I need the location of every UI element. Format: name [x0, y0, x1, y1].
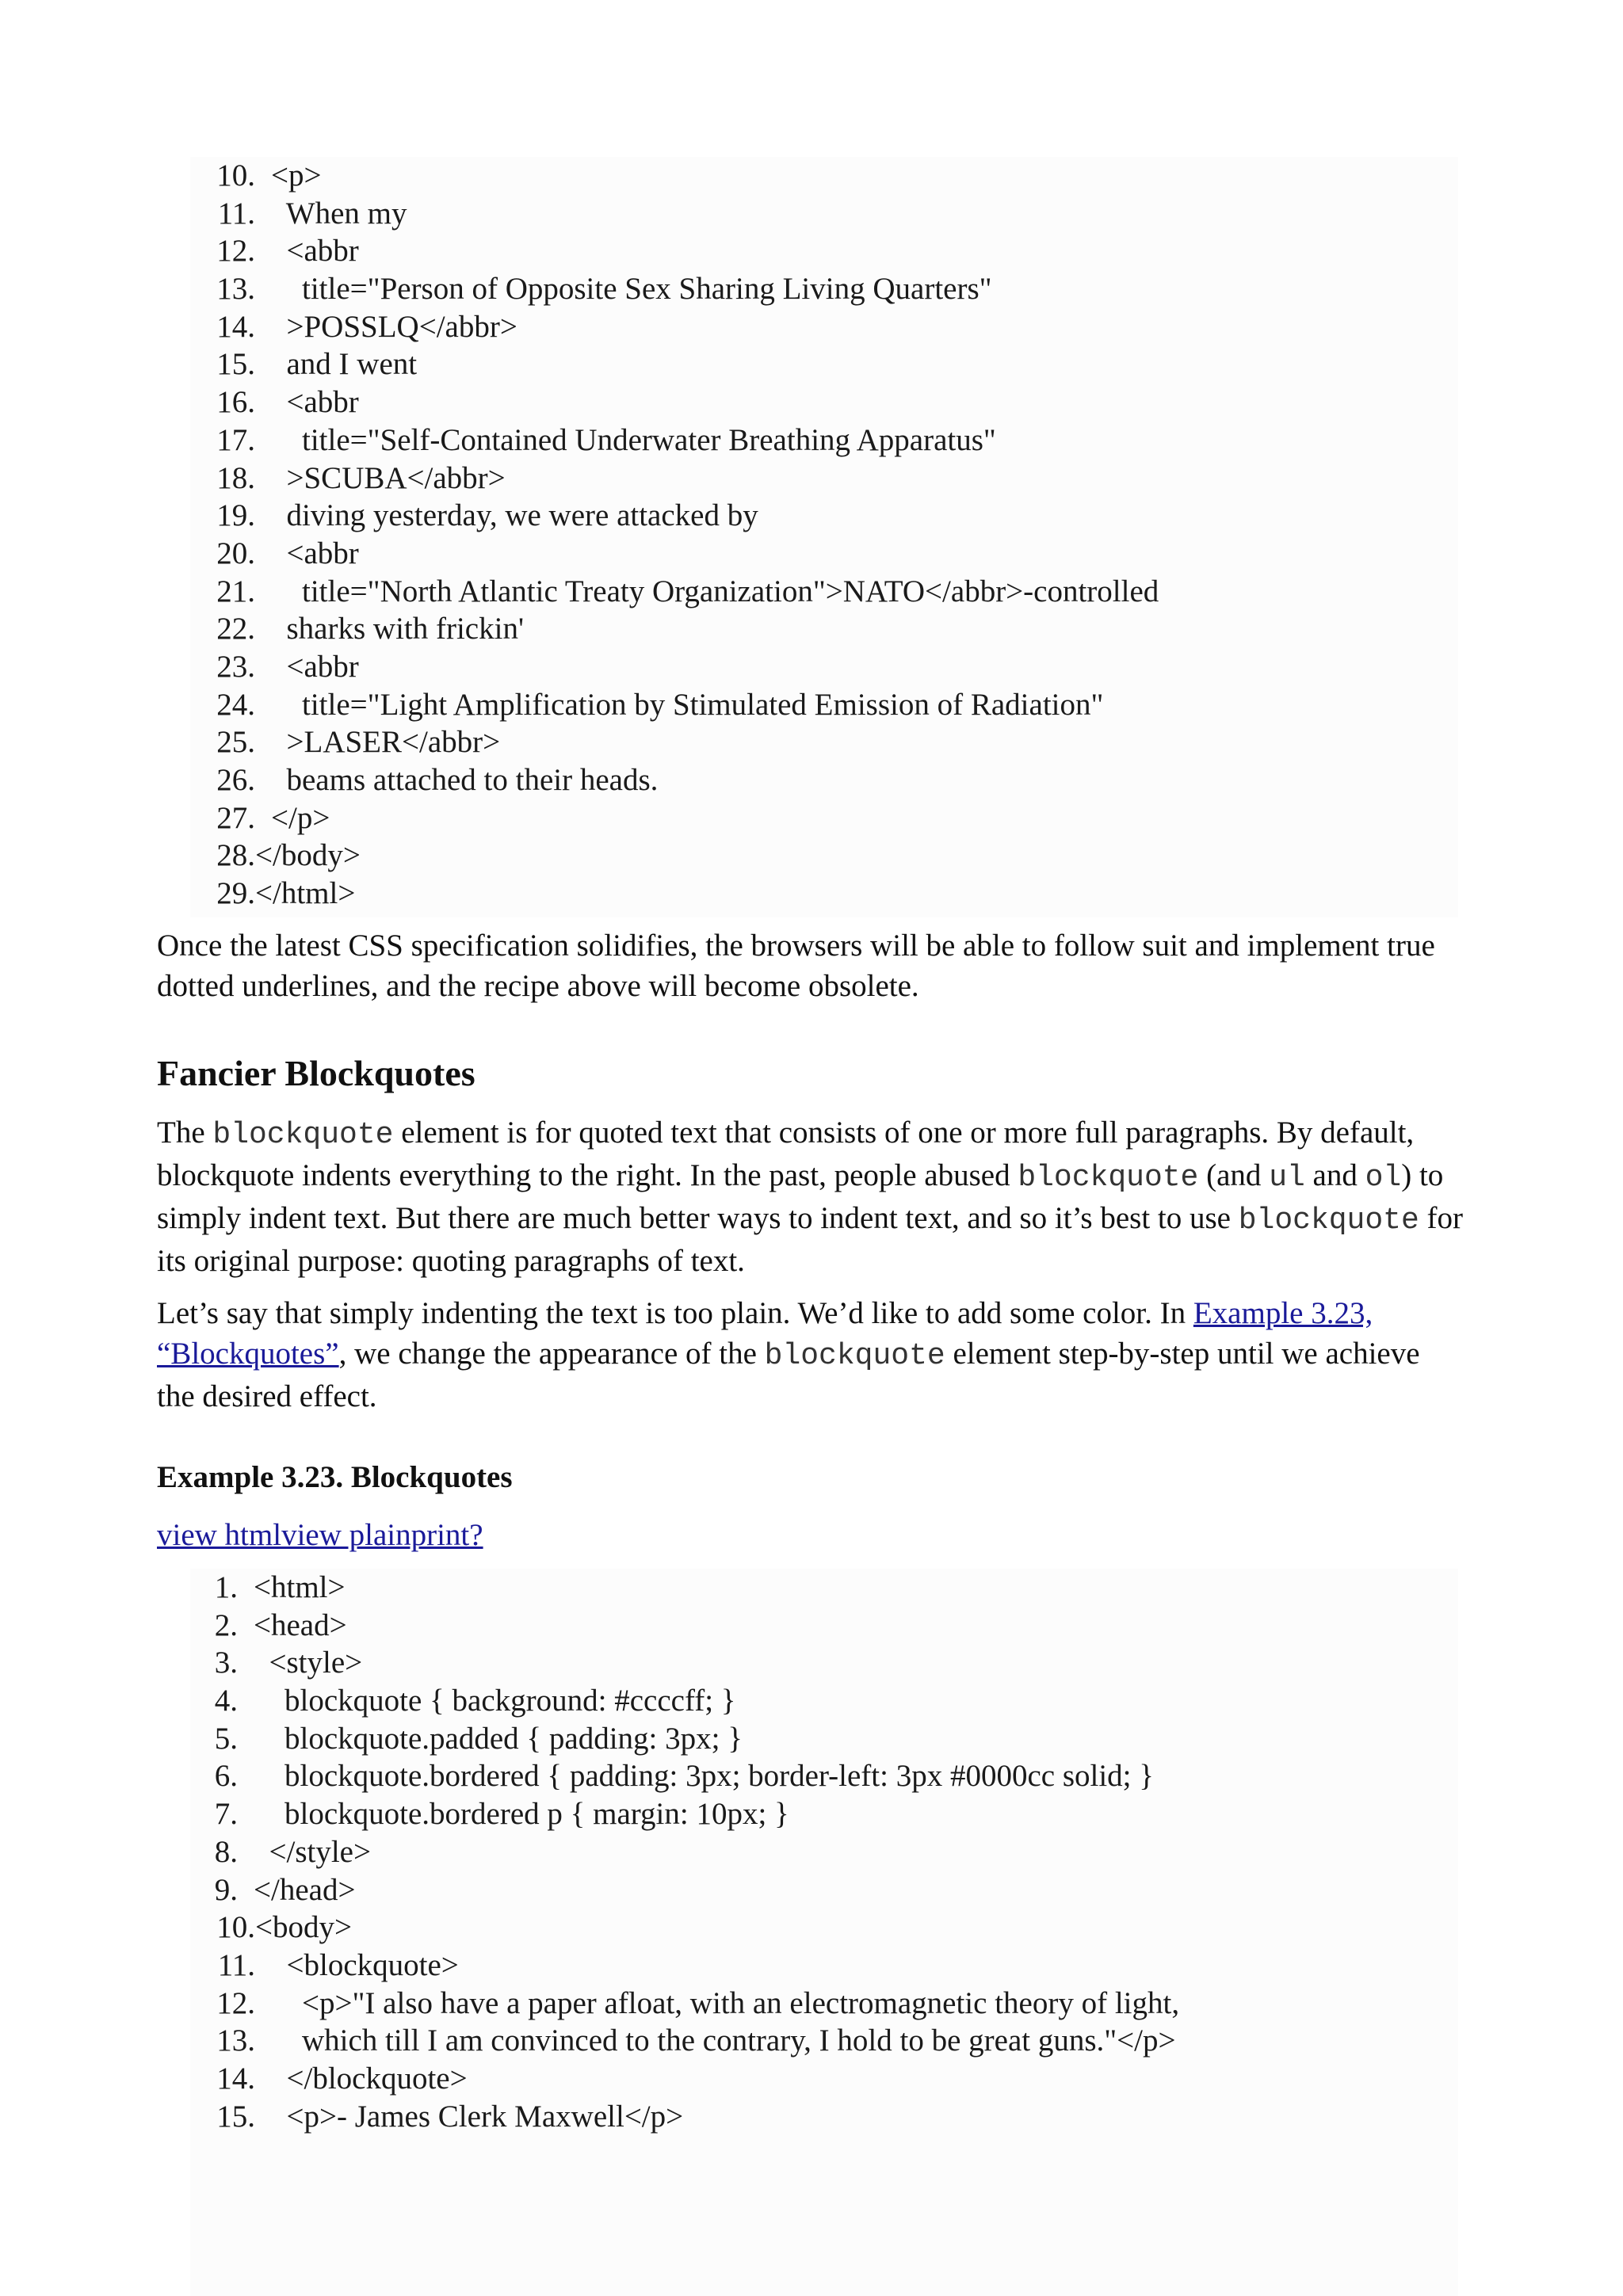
line-number: 10. — [216, 158, 255, 193]
line-gap — [255, 383, 271, 421]
line-gap — [255, 761, 271, 799]
line-text: and I went — [271, 347, 418, 382]
code-line — [190, 383, 1458, 421]
line-number: 7. — [214, 1797, 238, 1832]
line-text: <p>- James Clerk Maxwell</p> — [271, 2099, 684, 2134]
section-heading: Fancier Blockquotes — [157, 1053, 475, 1093]
line-number: 14. — [216, 309, 255, 344]
line-text: </html> — [255, 876, 356, 911]
line-number: 11. — [217, 196, 255, 231]
code-line — [190, 1833, 1458, 1871]
line-gap — [238, 1871, 254, 1909]
line-number: 8. — [214, 1834, 238, 1869]
line-gap — [255, 648, 271, 686]
code-line — [190, 2098, 1458, 2136]
code-line — [190, 799, 1458, 837]
code-line — [190, 1871, 1458, 1909]
line-text: beams attached to their heads. — [271, 763, 659, 797]
code-line — [190, 460, 1458, 498]
line-gap — [255, 308, 271, 346]
code-line — [190, 648, 1458, 686]
line-text: </body> — [255, 838, 361, 873]
line-text: <abbr — [271, 649, 359, 684]
line-text: <blockquote> — [271, 1947, 459, 1982]
line-number: 20. — [216, 536, 255, 570]
line-number: 1. — [214, 1570, 238, 1604]
line-text: blockquote.padded { padding: 3px; } — [254, 1721, 743, 1756]
line-gap — [255, 195, 271, 233]
line-text: >POSSLQ</abbr> — [271, 309, 517, 344]
line-gap — [255, 232, 271, 270]
line-number: 21. — [216, 574, 255, 608]
line-text: <abbr — [271, 234, 359, 269]
code-inline: blockquote — [764, 1339, 945, 1373]
line-text: sharks with frickin' — [271, 612, 524, 646]
code-line — [190, 535, 1458, 573]
line-gap — [238, 1644, 254, 1682]
code-line — [190, 837, 1458, 875]
line-text: </p> — [271, 800, 330, 835]
line-text: <html> — [254, 1570, 346, 1604]
code-toolbar — [157, 1515, 1465, 1555]
code-line — [190, 573, 1458, 611]
code-line — [190, 761, 1458, 799]
line-text: <abbr — [271, 536, 359, 570]
line-gap — [255, 573, 271, 611]
line-number: 27. — [216, 800, 255, 835]
line-number: 2. — [214, 1608, 238, 1642]
line-text: blockquote.bordered p { margin: 10px; } — [254, 1797, 789, 1832]
code-line — [190, 1909, 1458, 1947]
line-number: 12. — [216, 234, 255, 269]
line-text: title="Self-Contained Underwater Breathing Apparatus" — [271, 422, 996, 457]
code-inline: ol — [1365, 1161, 1402, 1195]
code-inline: blockquote — [212, 1118, 394, 1152]
line-number: 9. — [214, 1872, 238, 1907]
line-gap — [238, 1833, 254, 1871]
line-gap — [255, 2022, 271, 2060]
line-text: blockquote.bordered { padding: 3px; border-left: 3px #0000cc solid; } — [254, 1759, 1154, 1794]
text: element is for quoted text that consists of one or more full paragraphs. By default, blockquote indents everything to the right. In the past, people abused — [157, 1116, 1415, 1192]
code-line — [190, 1985, 1458, 2023]
line-number: 13. — [216, 272, 255, 307]
code-line — [190, 1607, 1458, 1645]
line-text: <p> — [271, 158, 322, 193]
code-listing-blockquotes — [190, 1569, 1458, 2296]
code-line — [190, 2022, 1458, 2060]
line-number: 15. — [216, 2099, 255, 2134]
line-number: 4. — [214, 1684, 238, 1718]
line-gap — [238, 1569, 254, 1607]
paragraph-obsolete: Once the latest CSS specification solidifies, the browsers will be able to follow suit and implement true dotted underlines, and the recipe above will become obsolete. — [157, 929, 1435, 1003]
text: (and — [1198, 1158, 1270, 1192]
paragraph-blockquote-intro — [157, 1112, 1465, 1281]
code-line — [190, 497, 1458, 535]
code-line — [190, 157, 1458, 195]
line-number: 16. — [216, 385, 255, 420]
line-gap — [255, 535, 271, 573]
view-toolbar-link[interactable]: view htmlview plainprint? — [157, 1518, 483, 1552]
code-line — [190, 875, 1458, 913]
line-text: <body> — [255, 1910, 352, 1945]
line-text: <p>"I also have a paper afloat, with an electromagnetic theory of light, — [271, 1985, 1180, 2020]
code-line — [190, 1569, 1458, 1607]
line-number: 11. — [217, 1947, 255, 1982]
line-gap — [238, 1720, 254, 1758]
example-link[interactable]: Example 3.23, “Blockquotes” — [157, 1296, 1373, 1371]
line-text: >LASER</abbr> — [271, 725, 501, 760]
code-line — [190, 1644, 1458, 1682]
code-line — [190, 345, 1458, 383]
line-number: 17. — [216, 422, 255, 457]
text: The — [157, 1116, 213, 1150]
code-line — [190, 686, 1458, 724]
line-number: 12. — [216, 1985, 255, 2020]
line-gap — [238, 1682, 254, 1720]
line-number: 19. — [216, 498, 255, 533]
line-text: When my — [271, 196, 407, 231]
line-number: 29. — [216, 876, 255, 911]
line-gap — [238, 1757, 254, 1795]
line-number: 5. — [214, 1721, 238, 1756]
line-gap — [255, 2060, 271, 2098]
code-line — [190, 270, 1458, 308]
code-line — [190, 1947, 1458, 1985]
code-line — [190, 308, 1458, 346]
line-text: <style> — [254, 1646, 363, 1680]
line-text: diving yesterday, we were attacked by — [271, 498, 758, 533]
line-number: 18. — [216, 460, 255, 495]
line-text: </style> — [254, 1834, 371, 1869]
line-text: blockquote { background: #ccccff; } — [254, 1684, 736, 1718]
text: , we change the appearance of the — [338, 1337, 765, 1371]
line-gap — [255, 497, 271, 535]
line-number: 23. — [216, 649, 255, 684]
code-line — [190, 723, 1458, 761]
code-listing-continued — [190, 157, 1458, 917]
line-gap — [255, 270, 271, 308]
line-number: 14. — [216, 2061, 255, 2096]
code-line — [190, 1720, 1458, 1758]
example-title: Example 3.23. Blockquotes — [157, 1460, 513, 1494]
line-number: 6. — [214, 1759, 238, 1794]
line-gap — [255, 2098, 271, 2136]
line-gap — [238, 1795, 254, 1833]
line-gap — [255, 460, 271, 498]
text: and — [1304, 1158, 1365, 1192]
text: ) to simply indent text. But there are much better ways to indent text, and so it’s best to use — [157, 1158, 1444, 1235]
line-text: title="Light Amplification by Stimulated Emission of Radiation" — [271, 687, 1104, 722]
code-line — [190, 1682, 1458, 1720]
line-number: 3. — [214, 1646, 238, 1680]
line-number: 28. — [216, 838, 255, 873]
line-text: <abbr — [271, 385, 359, 420]
line-text: </head> — [254, 1872, 356, 1907]
line-gap — [255, 799, 271, 837]
code-inline: ul — [1269, 1161, 1305, 1195]
line-gap — [255, 723, 271, 761]
line-text: title="Person of Opposite Sex Sharing Living Quarters" — [271, 272, 992, 307]
code-line — [190, 2060, 1458, 2098]
code-line — [190, 232, 1458, 270]
line-number: 10. — [216, 1910, 255, 1945]
code-inline: blockquote — [1238, 1203, 1419, 1238]
line-text: title="North Atlantic Treaty Organization">NATO</abbr>-controlled — [271, 574, 1159, 608]
line-gap — [238, 1607, 254, 1645]
line-text: >SCUBA</abbr> — [271, 460, 506, 495]
text: Let’s say that simply indenting the text is too plain. We’d like to add some color. In — [157, 1296, 1193, 1330]
line-gap — [255, 345, 271, 383]
code-line — [190, 1757, 1458, 1795]
code-inline: blockquote — [1018, 1161, 1199, 1195]
line-number: 22. — [216, 612, 255, 646]
line-gap — [255, 1985, 271, 2023]
line-text: which till I am convinced to the contrary, I hold to be great guns."</p> — [271, 2023, 1176, 2058]
line-gap — [255, 157, 271, 195]
code-line — [190, 610, 1458, 648]
code-line — [190, 421, 1458, 460]
line-number: 15. — [216, 347, 255, 382]
line-number: 24. — [216, 687, 255, 722]
code-line — [190, 1795, 1458, 1833]
line-gap — [255, 610, 271, 648]
line-gap — [255, 686, 271, 724]
line-number: 26. — [216, 763, 255, 797]
code-lines — [190, 157, 1458, 913]
code-line — [190, 195, 1458, 233]
paragraph-example-ref — [157, 1293, 1465, 1417]
line-text: <head> — [254, 1608, 347, 1642]
line-gap — [255, 1947, 271, 1985]
line-text: </blockquote> — [271, 2061, 468, 2096]
line-number: 13. — [216, 2023, 255, 2058]
line-gap — [255, 421, 271, 460]
text: element step-by-step until we achieve the desired effect. — [157, 1337, 1420, 1413]
code-lines — [190, 1569, 1458, 2135]
text: for its original purpose: quoting paragraphs of text. — [157, 1201, 1464, 1278]
line-number: 25. — [216, 725, 255, 760]
